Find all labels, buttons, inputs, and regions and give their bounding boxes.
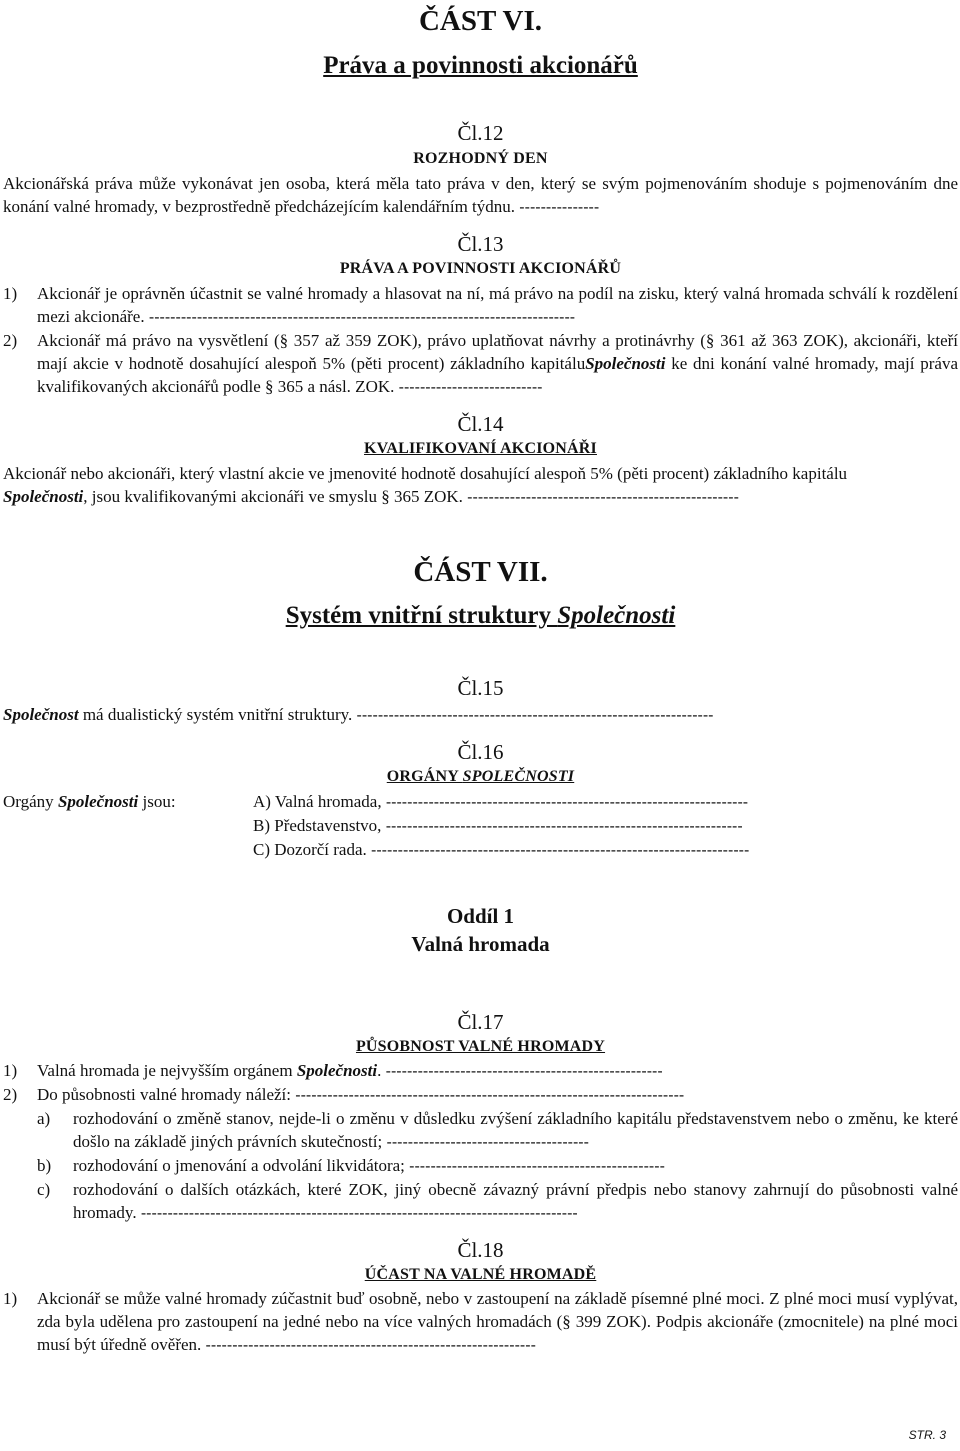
list-item: b) rozhodování o jmenování a odvolání likvidátora; ------------------------------------------------ xyxy=(37,1156,665,1175)
paragraph: 1) Akcionář se může valné hromady zúčastnit buď osobně, nebo v zastoupení na základě písemné plné moci. Z plné moci musí vyplývat, zda byla udělena pro zastoupení na jedné nebo na více valných hromadách (§ 399 ZOK). Podpis akcionáře (zmocnitele) na plné moci musí být úředně ověřen. -------------------------------------------------------------- xyxy=(3,1289,958,1354)
paragraph: 1) Valná hromada je nejvyšším orgánem Společnosti. ---------------------------------------------------- xyxy=(3,1061,663,1080)
article-title: PRÁVA A POVINNOSTI AKCIONÁŘŮ xyxy=(339,260,622,277)
part-heading: ČÁST VII. xyxy=(413,556,548,588)
article-number: Čl.14 xyxy=(457,412,504,436)
paragraph: 2) Akcionář má právo na vysvětlení (§ 357 až 359 ZOK), právo uplatňovat návrhy a protinávrhy (§ 361 až 363 ZOK), akcionáři, kteří mají akcie v hodnotě dosahující alespoň 5% (pěti procent) základního kapitáluSpolečnosti ke dni konání valné hromady, mají práva kvalifikovaných akcionářů podle § 365 a násl. ZOK. --------------------------- xyxy=(3,331,958,396)
paragraph: 1) Akcionář je oprávněn účastnit se valné hromady a hlasovat na ní, má právo na podíl na zisku, který valná hromada schválí k rozdělení mezi akcionáře. -------------------------------------------------------------------------------- xyxy=(3,284,958,326)
list-item: c) rozhodování o dalších otázkách, které ZOK, jiný obecně závazný právní předpis nebo stanovy zahrnují do působnosti valné hromady. ---------------------------------------------------------------------------------- xyxy=(37,1180,958,1222)
article-number: Čl.13 xyxy=(457,232,504,256)
article-number: Čl.18 xyxy=(457,1238,504,1262)
part-title: Systém vnitřní struktury Společnosti xyxy=(285,602,676,629)
article-title: ROZHODNÝ DEN xyxy=(413,150,548,167)
part-title: Práva a povinnosti akcionářů xyxy=(323,52,638,79)
list-item: a) rozhodování o změně stanov, nejde-li o změnu v důsledku zvýšení základního kapitálu představenstvem nebo o změnu, ke které došlo na základě jiných právních skutečností; -------------------------------------- xyxy=(37,1109,958,1151)
article-text: Společnost má dualistický systém vnitřní struktury. ------------------------------------------------------------------- xyxy=(3,705,714,724)
article-title: ÚČAST NA VALNÉ HROMADĚ xyxy=(364,1266,597,1283)
article-number: Čl.12 xyxy=(457,121,504,145)
organs-label: Orgány Společnosti jsou: xyxy=(3,792,176,811)
article-text: Akcionářská práva může vykonávat jen osoba, která měla tato práva v den, který se svým pojmenováním shoduje s pojmenováním dne konání valné hromady, v bezprostředně předcházejícím kalendářním týdnu. --------------- xyxy=(3,174,958,216)
article-title: ORGÁNY SPOLEČNOSTI xyxy=(386,768,575,785)
article-text: Akcionář nebo akcionáři, který vlastní akcie ve jmenovité hodnotě dosahující alespoň 5% (pěti procent) základního kapitálu Společnosti, jsou kvalifikovanými akcionáři ve smyslu § 365 ZOK. --------------------------------------------------- xyxy=(3,464,848,506)
document-page xyxy=(3,0,958,1357)
organ-item: A) Valná hromada, -------------------------------------------------------------------- xyxy=(253,792,749,811)
organ-item: C) Dozorčí rada. ----------------------------------------------------------------------- xyxy=(253,840,750,859)
article-number: Čl.17 xyxy=(457,1010,504,1034)
section-heading: Oddíl 1 xyxy=(446,904,515,928)
paragraph: 2) Do působnosti valné hromady náleží: ------------------------------------------------------------------------- xyxy=(3,1085,685,1104)
article-title: KVALIFIKOVANÍ AKCIONÁŘI xyxy=(364,440,597,457)
article-number: Čl.15 xyxy=(457,676,504,700)
page-number: STR. 3 xyxy=(908,1428,946,1442)
organs-list xyxy=(3,790,958,862)
article-number: Čl.16 xyxy=(457,740,504,764)
organ-item: B) Představenstvo, ------------------------------------------------------------------- xyxy=(253,816,743,835)
section-title: Valná hromada xyxy=(411,932,550,956)
article-title: PŮSOBNOST VALNÉ HROMADY xyxy=(355,1038,606,1055)
part-heading: ČÁST VI. xyxy=(418,5,543,37)
